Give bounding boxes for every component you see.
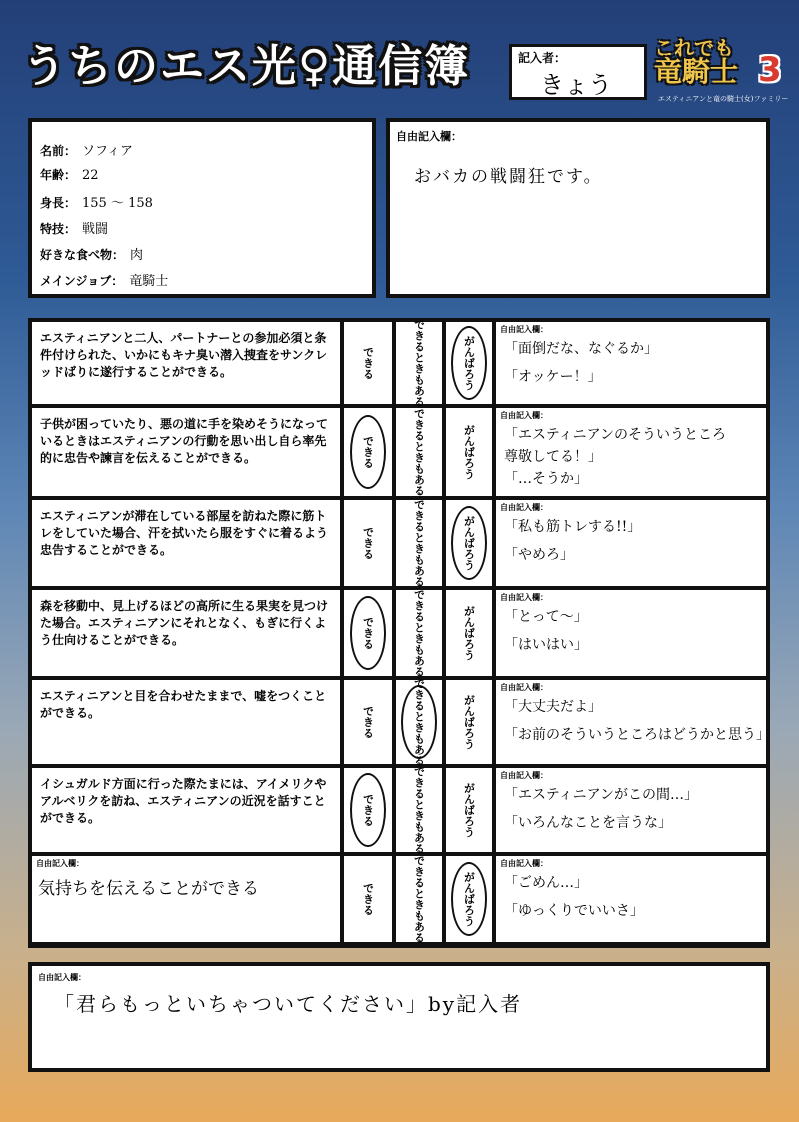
free-note-line: 「ゆっくりでいいさ」 [504,903,644,919]
page-title: うちのエス光♀通信簿 [22,41,471,92]
option-try-cell[interactable] [446,856,492,942]
option-can-label: できる [361,705,375,739]
author-name: きょう [540,71,612,99]
option-try-cell[interactable] [446,768,492,852]
table-row [32,319,766,407]
bottom-comment-box [28,962,770,1072]
free-note-line: 「やめろ」 [504,547,574,563]
logo-subtitle: エスティニアンと竜の騎士(女)ファミリー [658,95,789,103]
option-sometimes-cell[interactable] [396,590,442,676]
evaluation-table [28,318,770,948]
free-note-cell [496,590,766,676]
free-note-line: 尊敬してる！」 [504,449,602,465]
free-note-label: 自由記入欄： [500,325,548,334]
free-note-line: 「とって～」 [504,609,588,625]
option-sometimes-label: できるときもある [412,589,426,677]
option-sometimes-cell[interactable] [396,768,442,852]
option-can-cell[interactable] [344,856,392,942]
free-comment-label: 自由記入欄： [396,130,462,143]
question-text: エスティニアンと目を合わせたままで、嘘をつくことができる。 [40,689,327,720]
question-free-label: 自由記入欄： [36,859,84,868]
option-try-label: がんばろう [462,515,476,571]
game-logo [654,32,789,112]
option-can-label: できる [361,435,375,469]
profile-height-row: 身長： 155 ～ 158 [40,196,153,211]
table-row [32,408,766,496]
free-note-line: 「面倒だな、なぐるか」 [504,341,658,357]
option-sometimes-cell[interactable] [396,319,442,407]
profile-skill: 戦闘 [82,222,109,237]
option-can-cell[interactable] [344,590,392,676]
free-note-label: 自由記入欄： [500,683,548,692]
free-note-line: 「はいはい」 [504,637,588,653]
option-try-label: がんばろう [462,694,476,750]
option-can-label: できる [361,793,375,827]
option-sometimes-cell[interactable] [396,856,442,942]
free-note-cell [496,322,766,404]
free-note-label: 自由記入欄： [500,503,548,512]
free-note-line: 「ごめん…」 [504,875,588,891]
free-note-cell [496,856,766,942]
table-row [32,678,770,766]
option-try-label: がんばろう [462,335,476,391]
question-cell [32,590,340,676]
question-text: イシュガルド方面に行った際たまには、アイメリクやアルベリクを訪ね、エスティニアンの近況を話すことができる。 [40,777,327,825]
question-text: エスティニアンが滞在している部屋を訪ねた際に筋トレをしていた場合、汗を拭いたら服をすぐに着るよう忠告することができる。 [40,509,329,557]
question-cell [32,680,340,764]
option-sometimes-label: できるときもある [412,408,426,496]
free-note-line: 「私も筋トレする!!」 [504,519,642,535]
option-can-cell[interactable] [344,680,392,764]
free-note-cell [496,408,766,496]
option-can-label: できる [361,882,375,916]
table-row [32,856,766,942]
option-try-cell[interactable] [446,408,492,496]
free-note-cell [496,768,766,852]
profile-job: 竜騎士 [129,274,169,289]
option-can-label: できる [361,346,375,380]
free-note-line: 「いろんなことを言うな」 [504,815,672,831]
profile-name: ソフィア [82,144,133,159]
table-row [32,590,766,676]
option-try-label: がんばろう [462,605,476,661]
question-free-text: 気持ちを伝えることができる [38,879,259,899]
option-try-cell[interactable] [446,500,492,586]
question-text: 子供が困っていたり、悪の道に手を染めそうになっているときはエスティニアンの行動を思い出し自ら率先的に忠告や諫言を伝えることができる。 [40,417,329,465]
option-try-cell[interactable] [446,322,492,404]
profile-food: 肉 [130,248,144,263]
option-sometimes-label: できるときもある [412,499,426,587]
option-sometimes-cell[interactable] [396,680,442,764]
free-note-label: 自由記入欄： [500,771,548,780]
option-can-label: できる [361,616,375,650]
author-box [509,44,647,100]
profile-card [28,118,376,298]
free-note-label: 自由記入欄： [500,593,548,602]
profile-job-row: メインジョブ： 竜騎士 [40,274,169,289]
bottom-comment-label: 自由記入欄： [38,973,86,982]
free-note-cell [496,680,770,764]
profile-name-row: 名前： ソフィア [40,144,133,159]
logo-line2: 竜騎士 [654,55,739,88]
option-can-cell[interactable] [344,768,392,852]
option-can-cell[interactable] [344,500,392,586]
question-text: エスティニアンと二人、パートナーとの参加必須と条件付けられた、いかにもキナ臭い潜入捜査をサンクレッドばりに遂行することができる。 [40,331,328,379]
table-row [32,768,766,852]
question-cell [32,500,340,586]
free-note-cell [496,500,766,586]
profile-food-row: 好きな食べ物： 肉 [40,248,144,263]
profile-height: 155 ～ 158 [82,196,153,211]
option-try-cell[interactable] [446,590,492,676]
option-try-label: がんばろう [462,871,476,927]
option-sometimes-label: できるときもある [412,319,426,407]
question-cell [32,322,340,404]
free-note-label: 自由記入欄： [500,411,548,420]
profile-age-row: 年齢： 22 [40,168,99,183]
author-label: 記入者： [518,51,567,65]
option-can-cell[interactable] [344,408,392,496]
free-note-line: 「…そうか」 [504,471,588,487]
option-can-cell[interactable] [344,322,392,404]
option-try-label: がんばろう [462,782,476,838]
option-can-label: できる [361,526,375,560]
option-try-label: がんばろう [462,424,476,480]
logo-number: 3 [758,50,782,90]
question-cell [32,408,340,496]
option-sometimes-label: できるときもある [412,678,426,766]
option-sometimes-label: できるときもある [412,855,426,943]
option-sometimes-label: できるときもある [412,766,426,854]
question-text: 森を移動中、見上げるほどの高所に生る果実を見つけた場合。エスティニアンにそれとなく、もぎに行くよう仕向けることができる。 [40,599,329,647]
table-row [32,500,766,586]
free-comment-text: おバカの戦闘狂です。 [414,167,603,187]
free-note-label: 自由記入欄： [500,859,548,868]
profile-age: 22 [82,168,99,183]
free-note-line: 「エスティニアンのそういうところ [504,427,727,443]
profile-skill-row: 特技： 戦闘 [40,222,109,237]
free-comment-box [386,118,770,298]
free-note-line: 「お前のそういうところはどうかと思う」 [504,727,770,743]
question-cell [32,856,340,942]
logo-line1: これでも [654,36,734,60]
bottom-comment-text: 「君らもっといちゃついてください」by記入者 [54,992,523,1016]
question-cell [32,768,340,852]
option-sometimes-cell[interactable] [396,408,442,496]
free-note-line: 「エスティニアンがこの間…」 [504,787,699,803]
free-note-line: 「大丈夫だよ」 [504,699,602,715]
option-try-cell[interactable] [446,680,492,764]
free-note-line: 「オッケー！」 [504,369,602,385]
option-sometimes-cell[interactable] [396,500,442,586]
